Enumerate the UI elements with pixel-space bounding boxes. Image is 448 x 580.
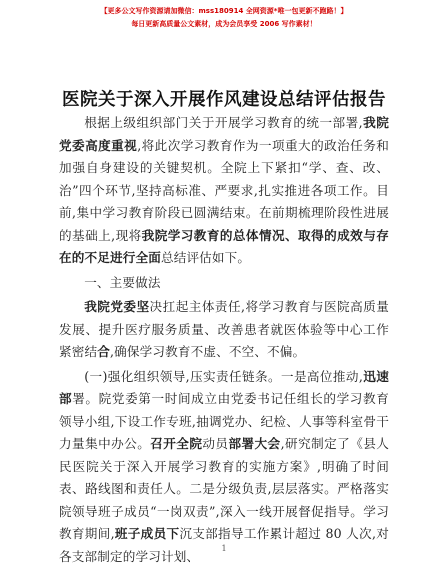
text-run-bold: 我院学习教育的总体情况、取得的成效与存在的不足进行全面 <box>59 227 389 265</box>
paragraph-approach <box>59 296 389 364</box>
text-run-bold: 部署大会 <box>228 436 281 451</box>
document-title: 医院关于深入开展作风建设总结评估报告 <box>62 90 386 110</box>
text-run-bold: 班子成员下 <box>114 526 180 541</box>
text-run: 署。院党委第一时间成立由党委书记任组长的学习教育领导小组,下设工作专班,抽调党办、纪检、人事等科室骨干力量集中办公。 <box>59 391 389 451</box>
text-run: 责任,将学习教育与医院高质量发展、提升医疗服务质量、改善患者就医体验等中心工作紧密结 <box>59 299 389 359</box>
text-run: 动员 <box>202 436 229 451</box>
page-number: 1 <box>221 544 227 553</box>
text-run: ,对各支部制定的学习计划、 <box>59 526 389 564</box>
text-run-bold: 我院党委坚 <box>84 299 150 314</box>
text-run: (一)强化组织领导,压实责任链条。一是高位推动, <box>84 368 364 384</box>
text-run: ,将此次学习教育作为一项重大的政治任务和加强自身建设的关键契机。全院上下紧扣“学、查、改、治”四个环节,坚持高标准、严要求,扎实推进各项工作。目前,集中学习教育阶段已圆满结束。在前期梳理阶段性进展的基础上,现将 <box>59 137 389 243</box>
section-heading: 一、主要做法 <box>84 274 161 290</box>
text-run: 总结评估如下。 <box>160 250 251 265</box>
text-run-bold: 迅速部 <box>59 368 389 406</box>
text-run-bold: 合 <box>97 344 110 359</box>
text-run: ,确保学习教育不虚、不空、不偏。 <box>109 344 306 359</box>
promo-banner-line-1: 【更多公文写作资源请加微信：mss180914 全网资源*唯一包更新不跑路！】 <box>100 7 348 15</box>
document-body <box>59 112 389 570</box>
promo-banner-line-2: 每日更新高质量公文素材，成为会员享受 2006 写作素材！ <box>131 20 317 28</box>
text-run-bold: 召开全院 <box>150 436 203 451</box>
text-run: 根据上级组织部门关于开展学习教育的统一部署, <box>84 115 363 130</box>
text-run: 决扛起主体 <box>149 299 215 314</box>
text-run: 沉支部指导工作累计超过 80 人次 <box>179 526 372 541</box>
paragraph-leadership <box>59 366 389 569</box>
text-run-bold: 我院党委高度重视 <box>59 115 389 153</box>
paragraph-intro <box>59 112 389 270</box>
text-run: ,研究制定了《县人民医院关于深入开展学习教育的实施方案》,明确了时间表、路线图和责任人。二是分级负责,层层落实。严格落实院领导班子成员“一岗双责”,深入一线开展督促指导。学习教育期间, <box>59 436 390 541</box>
